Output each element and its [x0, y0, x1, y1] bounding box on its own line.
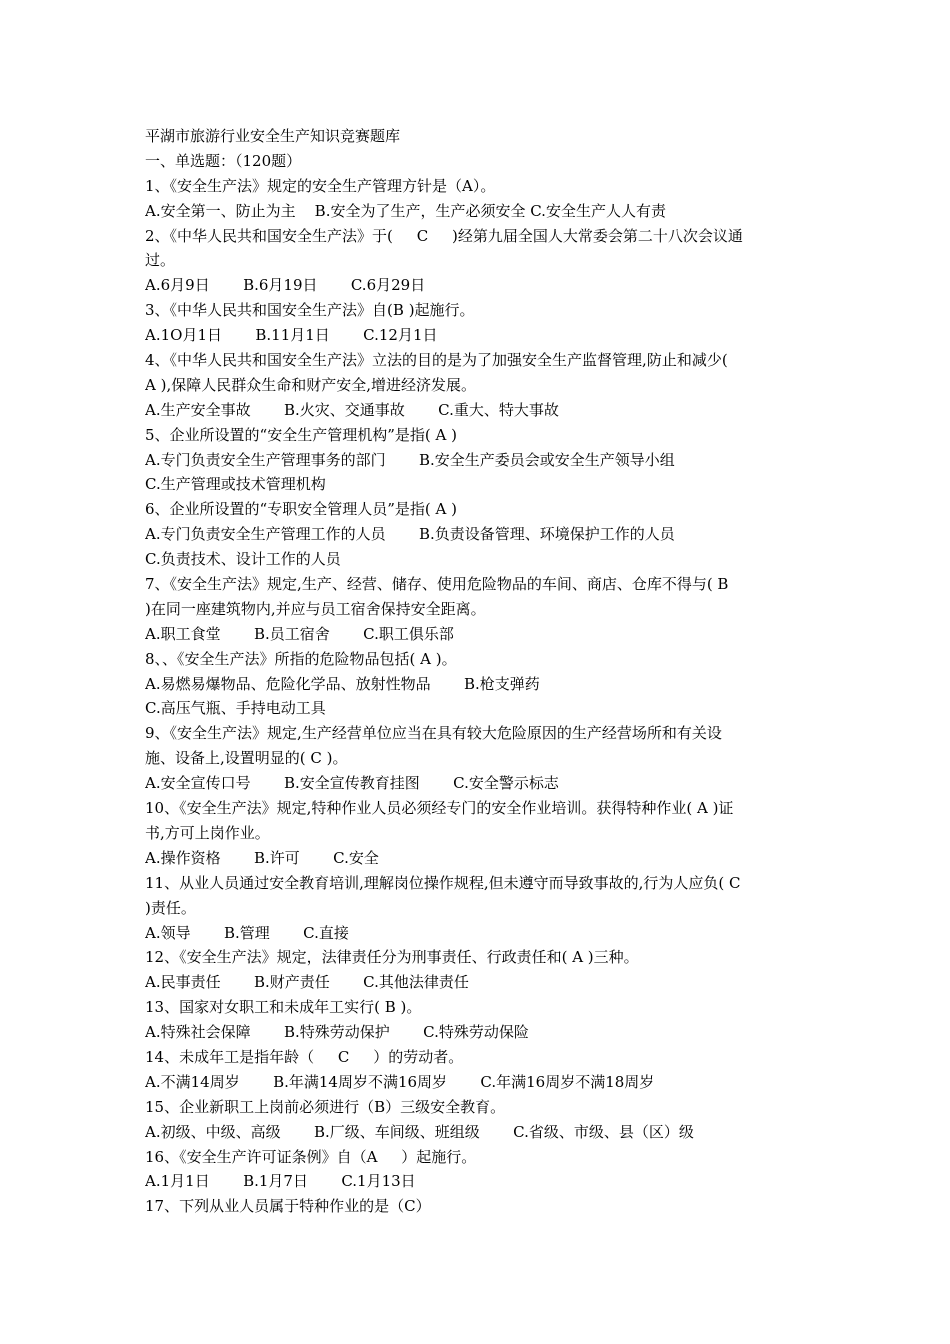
- question-line: 17、下列从业人员属于特种作业的是（C）: [145, 1197, 431, 1216]
- question-line: 过。: [145, 251, 176, 270]
- question-line: 13、国家对女职工和未成年工实行( B )。: [145, 998, 422, 1017]
- question-line: 11、从业人员通过安全教育培训,理解岗位操作规程,但未遵守而导致事故的,行为人应负( C: [145, 873, 741, 892]
- answer-options-line: A.初级、中级、高级 B.厂级、车间级、班组级 C.省级、市级、县（区）级: [145, 1122, 694, 1141]
- question-line: 7、《安全生产法》规定,生产、经营、储存、使用危险物品的车间、商店、仓库不得与( B: [145, 575, 729, 594]
- question-line: 1、《安全生产法》规定的安全生产管理方针是（A）。: [145, 176, 496, 195]
- question-line: 9、《安全生产法》规定,生产经营单位应当在具有较大危险原因的生产经营场所和有关设: [145, 724, 722, 743]
- answer-options-line: A.1月1日 B.1月7日 C.1月13日: [145, 1172, 416, 1191]
- answer-options-line: A.安全宣传口号 B.安全宣传教育挂图 C.安全警示标志: [145, 774, 559, 793]
- question-line: )责任。: [145, 898, 196, 917]
- document-title: 平湖市旅游行业安全生产知识竞赛题库: [145, 127, 401, 145]
- answer-options-line: A.民事责任 B.财产责任 C.其他法律责任: [145, 973, 469, 992]
- answer-options-line: A.操作资格 B.许可 C.安全: [145, 848, 379, 867]
- answer-options-line: A.易燃易爆物品、危险化学品、放射性物品 B.枪支弹药: [145, 674, 540, 693]
- question-line: 16、《安全生产许可证条例》自（A ）起施行。: [145, 1147, 477, 1166]
- answer-options-line: A.专门负责安全生产管理事务的部门 B.安全生产委员会或安全生产领导小组: [145, 450, 675, 469]
- section-heading: 一、单选题：（120题）: [145, 151, 302, 170]
- answer-options-line: A.1O月1日 B.11月1日 C.12月1日: [145, 326, 438, 345]
- question-line: A ),保障人民群众生命和财产安全,增进经济发展。: [145, 375, 476, 394]
- answer-options-line: A.安全第一、防止为主 B.安全为了生产，生产必须安全 C.安全生产人人有责: [145, 201, 666, 220]
- answer-options-line: A.职工食堂 B.员工宿舍 C.职工俱乐部: [145, 624, 454, 643]
- answer-options-line: C.生产管理或技术管理机构: [145, 475, 326, 494]
- question-line: )在同一座建筑物内,并应与员工宿舍保持安全距离。: [145, 599, 486, 618]
- question-line: 10、《安全生产法》规定,特种作业人员必须经专门的安全作业培训。获得特种作业( A )证: [145, 799, 734, 818]
- question-line: 15、企业新职工上岗前必须进行（B）三级安全教育。: [145, 1097, 506, 1116]
- answer-options-line: A.不满14周岁 B.年满14周岁不满16周岁 C.年满16周岁不满18周岁: [145, 1072, 655, 1091]
- question-line: 5、企业所设置的“安全生产管理机构”是指( A ): [145, 425, 457, 444]
- answer-options-line: C.高压气瓶、手持电动工具: [145, 699, 326, 718]
- question-line: 12、《安全生产法》规定，法律责任分为刑事责任、行政责任和( A )三种。: [145, 948, 639, 967]
- question-line: 施、设备上,设置明显的( C )。: [145, 749, 348, 768]
- question-line: 8、、《安全生产法》所指的危险物品包括( A )。: [145, 649, 457, 668]
- question-list: [145, 174, 813, 1219]
- question-line: 2、《中华人民共和国安全生产法》于( C )经第九届全国人大常委会第二十八次会议通: [145, 226, 743, 245]
- question-line: 3、《中华人民共和国安全生产法》自(B )起施行。: [145, 301, 475, 320]
- document-body: [145, 124, 813, 1219]
- question-line: 4、《中华人民共和国安全生产法》立法的目的是为了加强安全生产监督管理,防止和减少(: [145, 351, 728, 370]
- answer-options-line: A.生产安全事故 B.火灾、交通事故 C.重大、特大事故: [145, 400, 559, 419]
- answer-options-line: C.负责技术、设计工作的人员: [145, 550, 341, 569]
- answer-options-line: A.领导 B.管理 C.直接: [145, 923, 349, 942]
- question-line: 6、企业所设置的“专职安全管理人员”是指( A ): [145, 500, 457, 519]
- question-line: 14、未成年工是指年龄（ C ）的劳动者。: [145, 1047, 464, 1066]
- answer-options-line: A.专门负责安全生产管理工作的人员 B.负责设备管理、环境保护工作的人员: [145, 525, 675, 544]
- answer-options-line: A.6月9日 B.6月19日 C.6月29日: [145, 276, 426, 295]
- question-line: 书,方可上岗作业。: [145, 823, 270, 842]
- answer-options-line: A.特殊社会保障 B.特殊劳动保护 C.特殊劳动保险: [145, 1023, 529, 1042]
